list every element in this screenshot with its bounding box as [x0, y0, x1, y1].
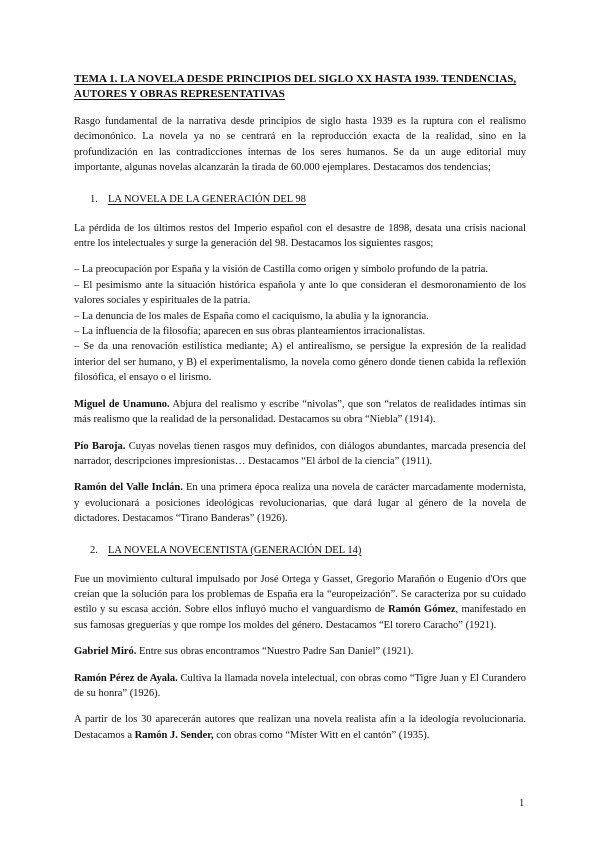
- section-number-1: 1.: [90, 193, 98, 205]
- page-title: TEMA 1. LA NOVELA DESDE PRINCIPIOS DEL SIGLO XX HASTA 1939. TENDENCIAS, AUTORES Y OBRAS REPRESENTATIVAS: [74, 73, 517, 100]
- intro-paragraph: Rasgo fundamental de la narrativa desde principios de siglo hasta 1939 es la ruptura con el realismo decimonónico. La novela ya no se centrará en la reproducción exacta de la realidad, sino en la profundización en las contradicciones internas de los seres humanos. Se da un auge editorial muy importante, algunas novelas alcanzarán la tirada de 60.000 ejemplares. Destacamos dos tendencias;: [74, 116, 526, 174]
- closing-text: A partir de los 30 aparecerán autores que realizan una novela realista afín a la ideología revolucionaria. Destacamos a: [74, 714, 526, 741]
- author-name: Ramón J. Sender,: [134, 729, 214, 741]
- intro-text: , manifestado en sus famosas greguerías y que rompe los moldes del género. Destacamos “El torero Caracho” (1921).: [74, 604, 526, 631]
- page-number: 1: [519, 798, 525, 809]
- author-name: Ramón Gómez: [388, 604, 456, 616]
- author-miro: [74, 644, 526, 659]
- author-valle-inclan: [74, 480, 526, 526]
- section-title-1: LA NOVELA DE LA GENERACIÓN DEL 98: [108, 193, 306, 205]
- list-item: – La influencia de la filosofía; aparecen en sus obras planteamientos irracionalistas.: [74, 326, 426, 338]
- author-name: Ramón del Valle Inclán.: [74, 482, 183, 494]
- author-unamuno: [74, 397, 526, 428]
- list-item: – El pesimismo ante la situación histórica española y ante lo que consideran el desmoronamiento de los valores sociales y espirituales de la patria.: [74, 279, 526, 307]
- author-name: Pío Baroja.: [74, 440, 126, 452]
- author-perez-de-ayala: [74, 671, 526, 702]
- author-name: Miguel de Unamuno.: [74, 398, 170, 410]
- section-heading-2: [74, 543, 526, 558]
- author-baroja: [74, 439, 526, 470]
- author-text: Abjura del realismo y escribe “nivolas”, que son “relatos de realidades íntimas sin más realismo que la realidad de la personalidad. Destacamos su obra “Niebla” (1914).: [74, 398, 527, 426]
- list-item: – La denuncia de los males de España como el caciquismo, la abulia y la ignorancia.: [74, 310, 429, 322]
- author-text: Cuyas novelas tienen rasgos muy definidos, con diálogos abundantes, marcada presencia del narrador, descripciones impresionistas… Destacamos “El árbol de la ciencia” (1911).: [74, 440, 526, 467]
- intro-text: Fue un movimiento cultural impulsado por José Ortega y Gasset, Gregorio Marañón o Eugenio d'Ors que creían que la solución para los problemas de España era la “europeización”. Se caracteriza por su cuidado estilo y su escasa acción. Sobre ellos influyó mucho el vanguardismo de: [74, 573, 526, 616]
- closing-paragraph: [74, 712, 526, 743]
- section2-intro: [74, 572, 526, 634]
- section-heading-1: [74, 192, 526, 207]
- list-item: – La preocupación por España y la visión de Castilla como origen y símbolo profundo de la patria.: [74, 264, 489, 276]
- author-text: Cultiva la llamada novela intelectual, con obras como “Tigre Juan y El Curandero de su honra” (1926).: [74, 672, 526, 699]
- section-number-2: 2.: [90, 544, 98, 556]
- section1-intro: La pérdida de los últimos restos del Imperio español con el desastre de 1898, desata una crisis nacional entre los intelectuales y surge la generación del 98. Destacamos los siguientes rasgos;: [74, 222, 526, 250]
- section-title-2: LA NOVELA NOVECENTISTA (GENERACIÓN DEL 14): [108, 544, 362, 556]
- author-text: Entre sus obras encontramos “Nuestro Padre San Daniel” (1921).: [136, 646, 414, 658]
- feature-list: [74, 262, 526, 385]
- author-text: En una primera época realiza una novela de carácter marcadamente modernista, y evolucionará a posiciones ideológicas revolucionarias, que dará lugar al género de la novela de dictadores. Destacamos “Tirano Banderas” (1926).: [74, 482, 526, 525]
- list-item: – Se da una renovación estilística mediante; A) el antirealismo, se persigue la expresión de la realidad interior del ser humano, y B) el experimentalismo, la novela como género donde tienen cabida la reflexión filosófica, el ensayo o el lirismo.: [74, 341, 526, 384]
- author-name: Gabriel Miró.: [74, 646, 137, 658]
- document-body: [74, 72, 526, 743]
- author-name: Ramón Pérez de Ayala.: [74, 672, 178, 684]
- closing-text: con obras como “Míster Witt en el cantón” (1935).: [213, 729, 430, 741]
